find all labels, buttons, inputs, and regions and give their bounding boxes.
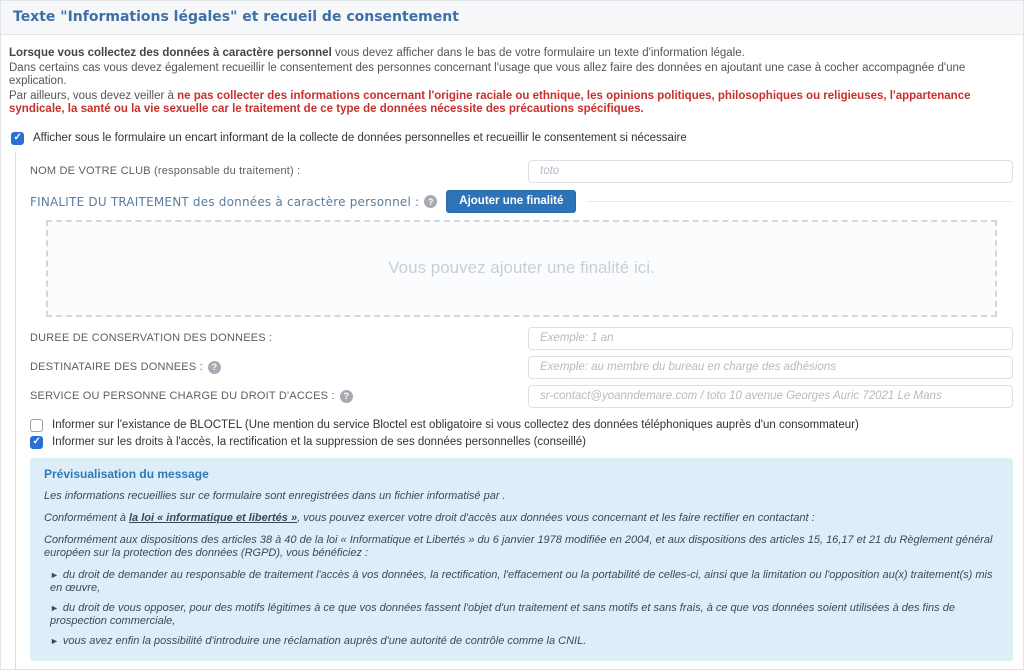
finalite-dropzone-placeholder: Vous pouvez ajouter une finalité ici.	[388, 258, 655, 277]
droits-label: Informer sur les droits à l'accès, la rectification et la suppression de ses données personnelles (conseillé)	[52, 435, 587, 448]
finalite-row	[30, 189, 1013, 215]
preview-line-2	[44, 512, 999, 525]
master-consent-row	[1, 126, 1023, 145]
intro-line-1	[9, 47, 1013, 61]
club-name-label: NOM DE VOTRE CLUB (responsable du traitement) :	[30, 165, 301, 177]
message-preview-box	[30, 458, 1013, 661]
preview-bullet-2	[44, 602, 999, 628]
duree-row	[30, 325, 1013, 352]
section-header	[1, 1, 1023, 35]
droits-option-row	[30, 436, 1013, 449]
bullet-arrow-icon: ►	[50, 635, 59, 646]
destinataire-row	[30, 354, 1013, 381]
preview-bullet-2-text: du droit de vous opposer, pour des motifs légitimes à ce que vos données fassent l'objet d'un traitement et sans motifs et sans frais, à ce que vos données soient utilisées à des fins de prospection commerciale,	[50, 601, 955, 627]
intro-line-1-bold: Lorsque vous collectez des données à caractère personnel	[9, 47, 332, 59]
service-acces-input[interactable]	[528, 385, 1013, 408]
service-acces-help-icon[interactable]: ?	[340, 390, 353, 403]
finalite-dropzone[interactable]	[46, 220, 997, 317]
bullet-arrow-icon: ►	[50, 569, 59, 580]
droits-checkbox[interactable]	[30, 436, 43, 449]
preview-line-2-prefix: Conformément à	[44, 511, 129, 524]
service-acces-row	[30, 383, 1013, 410]
bloctel-label: Informer sur l'existance de BLOCTEL (Une mention du service Bloctel est obligatoire si vous collectez des données téléphoniques auprès d'un consommateur)	[52, 418, 859, 431]
page-title: Texte "Informations légales" et recueil de consentement	[13, 9, 459, 25]
option-checkboxes	[30, 419, 1013, 449]
finalite-label: FINALITE DU TRAITEMENT des données à caractère personnel :	[30, 194, 420, 209]
preview-bullet-3-text: vous avez enfin la possibilité d'introduire une réclamation auprès d'une autorité de contrôle comme la CNIL.	[62, 634, 587, 647]
service-acces-label: SERVICE OU PERSONNE CHARGE DU DROIT D'ACCES :	[30, 390, 335, 402]
preview-line-2-suffix: , vous pouvez exercer votre droit d'accès aux données vous concernant et les faire rectifier en contactant :	[297, 511, 815, 524]
preview-bullet-3	[44, 635, 999, 648]
bloctel-option-row	[30, 419, 1013, 432]
intro-line-3-suffix: .	[640, 103, 644, 115]
bullet-arrow-icon: ►	[50, 602, 59, 613]
preview-bullet-1-text: du droit de demander au responsable de traitement l'accès à vos données, la rectification, l'effacement ou la portabilité de celles-ci, ainsi que la limitation ou l'opposition au(x) traitement(s) mis en œuvre,	[50, 568, 993, 594]
consent-settings-section	[15, 152, 1023, 669]
preview-line-1: Les informations recueillies sur ce formulaire sont enregistrées dans un fichier informatisé par .	[44, 489, 506, 502]
intro-line-1-rest: vous devez afficher dans le bas de votre formulaire un texte d'information légale.	[331, 47, 745, 59]
preview-bullet-1	[44, 569, 999, 595]
fieldset-divider-line	[586, 201, 1013, 202]
duree-label: DUREE DE CONSERVATION DES DONNEES :	[30, 332, 273, 344]
finalite-help-icon[interactable]: ?	[424, 195, 437, 208]
club-name-input[interactable]	[528, 160, 1013, 183]
destinataire-input[interactable]	[528, 356, 1013, 379]
loi-informatique-libertes-link[interactable]: la loi « informatique et libertés »	[128, 511, 298, 524]
master-consent-label: Afficher sous le formulaire un encart informant de la collecte de données personnelles et recueillir le consentement si nécessaire	[33, 131, 687, 144]
preview-line-3: Conformément aux dispositions des articles 38 à 40 de la loi « Informatique et Libertés » du 6 janvier 1978 modifiée en 2004, et aux dispositions des articles 15, 16,17 et 21 du Règlement général européen sur la protection des données (RGPD), vous bénéficiez :	[44, 533, 993, 559]
intro-line-3-prefix: Par ailleurs, vous devez veiller à	[9, 89, 178, 102]
bloctel-checkbox[interactable]	[30, 419, 43, 432]
intro-text	[1, 35, 1023, 126]
master-consent-checkbox[interactable]	[11, 132, 24, 145]
add-finalite-button[interactable]: Ajouter une finalité	[446, 190, 576, 213]
destinataire-help-icon[interactable]: ?	[208, 361, 221, 374]
intro-warning-text: ne pas collecter des informations concernant l'origine raciale ou ethnique, les opinions politiques, philosophiques ou religieuses, l'appartenance syndicale, la santé ou la vie sexuelle car le traitement de ce type de données nécessite des précautions spécifiques	[9, 89, 971, 115]
preview-title: Prévisualisation du message	[44, 466, 209, 481]
intro-line-2: Dans certains cas vous devez également recueillir le consentement des personnes concernant l'usage que vous allez faire des données en ajoutant une case à cocher accompagnée d'une explication.	[9, 61, 966, 87]
club-name-row	[30, 158, 1013, 185]
duree-input[interactable]	[528, 327, 1013, 350]
intro-line-3	[9, 90, 1013, 117]
destinataire-label: DESTINATAIRE DES DONNEES :	[30, 361, 203, 373]
